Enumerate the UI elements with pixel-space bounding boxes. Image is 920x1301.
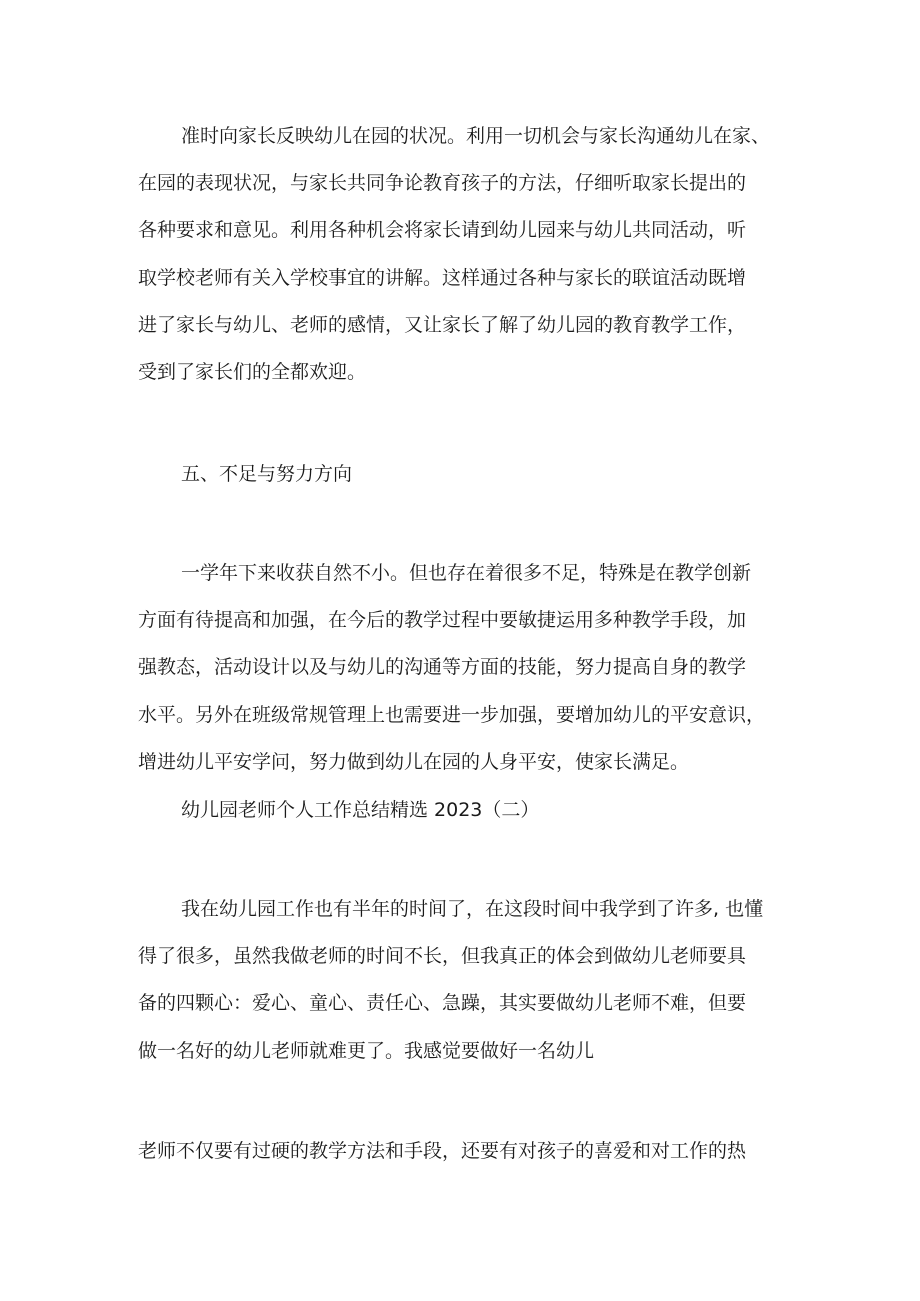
text-line: 强教态，活动设计以及与幼儿的沟通等方面的技能，努力提高自身的教学	[138, 656, 747, 678]
text-line: 进了家长与幼儿、老师的感情，又让家长了解了幼儿园的教育教学工作，	[138, 314, 747, 336]
text-line: 一学年下来收获自然不小。但也存在着很多不足，特殊是在教学创新	[181, 562, 752, 584]
text-line: 各种要求和意见。利用各种机会将家长请到幼儿园来与幼儿共同活动，听	[138, 219, 747, 241]
text-line: 得了很多，虽然我做老师的时间不长，但我真正的体会到做幼儿老师要具	[138, 945, 747, 967]
text-line: 增进幼儿平安学问，努力做到幼儿在园的人身平安，使家长满足。	[138, 751, 690, 773]
text-line: 我在幼儿园工作也有半年的时间了，在这段时间中我学到了许多, 也懂	[181, 898, 764, 920]
text-line: 方面有待提高和加强，在今后的教学过程中要敏捷运用多种教学手段，加	[138, 609, 747, 631]
text-line: 做一名好的幼儿老师就难更了。我感觉要做好一名幼儿	[138, 1040, 595, 1062]
document-subtitle: 幼儿园老师个人工作总结精选 2023（二）	[181, 799, 540, 821]
text-line: 取学校老师有关入学校事宜的讲解。这样通过各种与家长的联谊活动既增	[138, 267, 747, 289]
text-line: 备的四颗心：爱心、童心、责任心、急躁，其实要做幼儿老师不难，但要	[138, 992, 747, 1014]
text-line: 准时向家长反映幼儿在园的状况。利用一切机会与家长沟通幼儿在家、	[181, 125, 771, 147]
text-line: 水平。另外在班级常规管理上也需要进一步加强，要增加幼儿的平安意识，	[138, 704, 766, 726]
text-line: 在园的表现状况，与家长共同争论教育孩子的方法，仔细听取家长提出的	[138, 172, 747, 194]
text-line: 老师不仅要有过硬的教学方法和手段，还要有对孩子的喜爱和对工作的热	[138, 1140, 747, 1162]
text-line: 受到了家长们的全都欢迎。	[138, 361, 367, 383]
section-heading: 五、不足与努力方向	[181, 463, 353, 485]
